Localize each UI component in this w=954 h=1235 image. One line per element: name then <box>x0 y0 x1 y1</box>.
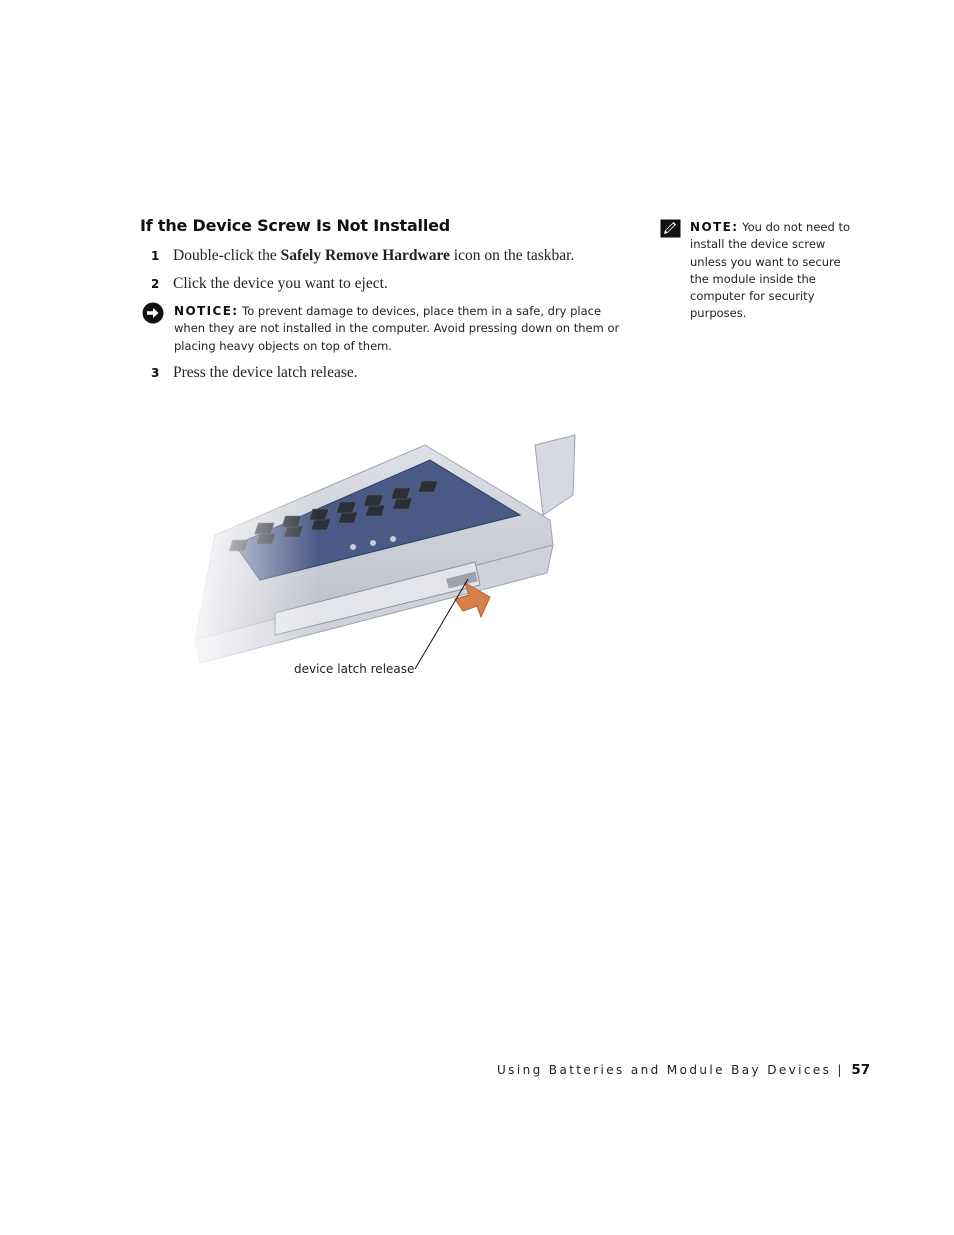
step-3 <box>151 364 358 382</box>
footer-title: Using Batteries and Module Bay Devices <box>497 1063 832 1077</box>
step-text-before: Double-click the <box>173 247 281 264</box>
step-text-after: icon on the taskbar. <box>449 247 575 264</box>
callout-leader-line <box>405 575 475 675</box>
step-text-bold: Safely Remove Hardware <box>280 247 450 264</box>
note-label: NOTE: <box>690 220 739 234</box>
section-heading: If the Device Screw Is Not Installed <box>140 216 451 235</box>
footer-separator: | <box>837 1063 842 1077</box>
notice-label: NOTICE: <box>174 304 239 318</box>
step-text: Click the device you want to eject. <box>173 275 388 292</box>
laptop-illustration <box>175 425 585 670</box>
callout-label: device latch release <box>294 662 415 676</box>
step-number: 3 <box>151 366 160 380</box>
notice-body: To prevent damage to devices, place them in a safe, dry place when they are not installed in the computer. Avoid pressing down on them or placing heavy objects on top of them. <box>174 304 620 353</box>
page-number: 57 <box>851 1062 871 1078</box>
note-body: You do not need to install the device screw unless you want to secure the module inside the computer for security purposes. <box>690 220 850 321</box>
notice <box>174 303 634 355</box>
step-number: 1 <box>151 249 160 263</box>
step-number: 2 <box>151 277 160 291</box>
page-footer <box>497 1062 870 1078</box>
notice-arrow-icon <box>142 302 164 324</box>
step-1 <box>151 247 574 265</box>
step-text: Press the device latch release. <box>173 364 358 381</box>
step-2 <box>151 275 388 293</box>
note <box>690 219 850 323</box>
note-pencil-icon <box>660 219 681 238</box>
